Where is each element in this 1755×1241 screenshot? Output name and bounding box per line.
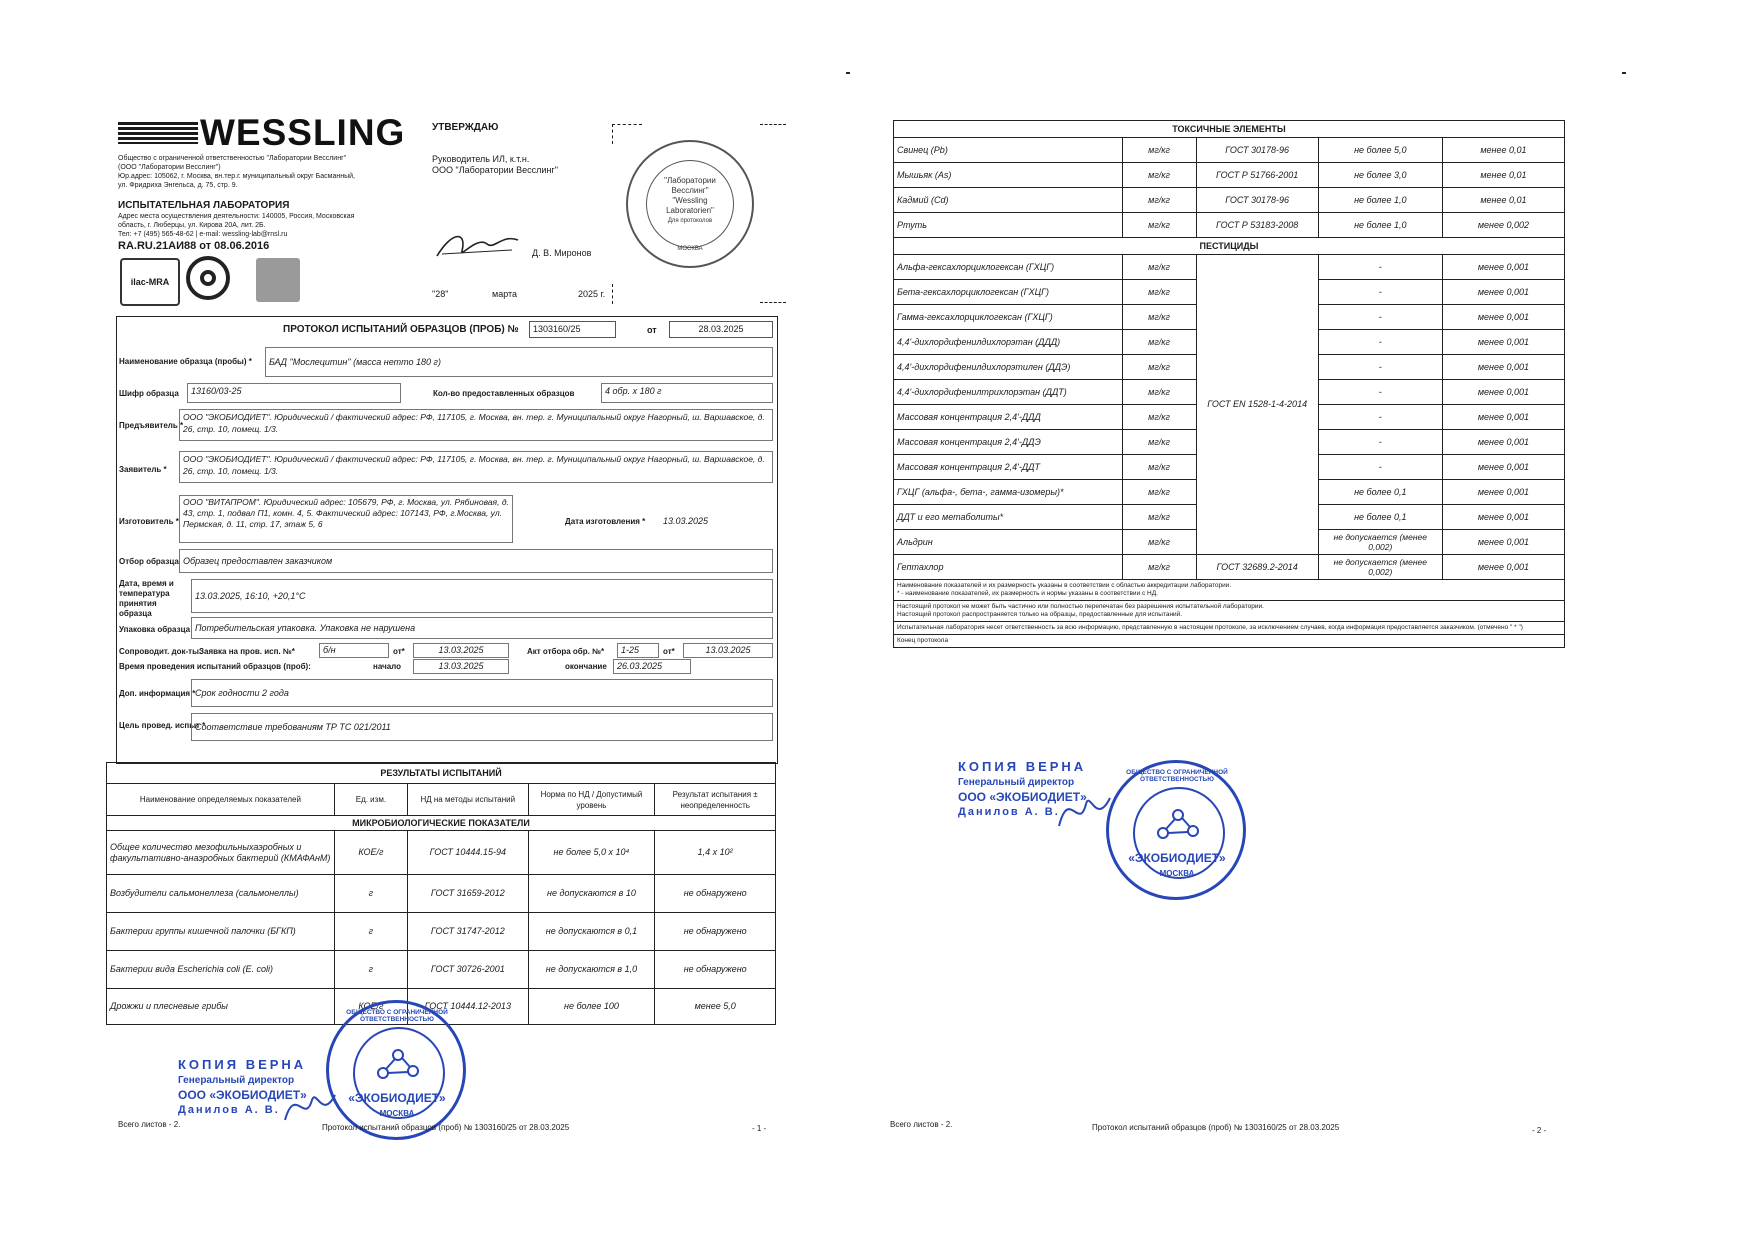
cell: менее 0,001 (1442, 455, 1564, 480)
cell: 4,4'-дихлордифенилтрихлорэтан (ДДТ) (894, 380, 1123, 405)
cell: менее 0,001 (1442, 355, 1564, 380)
cell: Альфа-гексахлорциклогексан (ГХЦГ) (894, 255, 1123, 280)
footer-page-number: - 2 - (1532, 1126, 1547, 1135)
approve-title: УТВЕРЖДАЮ (432, 122, 499, 133)
cell: - (1318, 330, 1442, 355)
lab-line: Адрес места осуществления деятельности: 140005, Россия, Московская (118, 213, 355, 220)
cell: менее 0,01 (1442, 138, 1564, 163)
maker-value: ООО "ВИТАПРОМ". Юридический адрес: 105679, РФ, г. Москва, ул. Рябиновая, д. 43, стр. 1, подвал П1, комн. 4, 5. Фактический адрес: 107143, РФ, г.Москва, ул. Пермская, д. 11, стр. 17, этаж 5, 6 (179, 495, 513, 543)
cell: мг/кг (1122, 355, 1196, 380)
molecule-icon (1153, 803, 1203, 845)
notes-cell (894, 601, 1565, 622)
cell: мг/кг (1122, 405, 1196, 430)
copy-position: Генеральный директор (958, 777, 1075, 788)
cell: КОЕ/г (334, 989, 407, 1025)
request-from-label: от* (393, 647, 405, 656)
cell: мг/кг (1122, 505, 1196, 530)
accept-label: Дата, время и температура принятия образца (119, 579, 174, 618)
cell: - (1318, 405, 1442, 430)
col-header: НД на методы испытаний (407, 784, 528, 816)
cell: - (1318, 355, 1442, 380)
cell: менее 0,001 (1442, 405, 1564, 430)
page-2 (880, 0, 1755, 1241)
presenter-value: ООО "ЭКОБИОДИЕТ". Юридический / фактический адрес: РФ, 117105, г. Москва, вн. тер. г. Муниципальный округ Нагорный, ш. Варшавское, д. 26, стр. 10, помещ. 1/3. (179, 409, 773, 441)
cell: Бактерии вида Escherichia coli (E. coli) (107, 951, 335, 989)
results-table (106, 762, 776, 1025)
table-row (894, 213, 1565, 238)
table-row (107, 875, 776, 913)
copy-company: ООО «ЭКОБИОДИЕТ» (958, 790, 1087, 804)
note: Наименование показателей и их размерность указаны в соответствии с областью аккредитации лаборатории. (897, 582, 1232, 589)
cell: Кадмий (Cd) (894, 188, 1123, 213)
cell: менее 0,001 (1442, 480, 1564, 505)
sampling-label: Отбор образца (119, 557, 179, 566)
cell: менее 0,001 (1442, 430, 1564, 455)
table-row (894, 138, 1565, 163)
qty-value: 4 обр. х 180 г (601, 383, 773, 403)
copy-true-label: КОПИЯ ВЕРНА (958, 759, 1087, 774)
cell: Массовая концентрация 2,4'-ДДД (894, 405, 1123, 430)
made-date-value: 13.03.2025 (663, 516, 709, 526)
stamp-line: "Wessling (672, 196, 708, 205)
company-info (118, 154, 418, 190)
goal-label: Цель провед. испыт * (119, 721, 206, 730)
cell: - (1318, 455, 1442, 480)
cell: ДДТ и его метаболиты* (894, 505, 1123, 530)
accreditation-a-inner (200, 270, 216, 286)
lab-info (118, 212, 418, 239)
cell: Ртуть (894, 213, 1123, 238)
cell: не более 1,0 (1318, 188, 1442, 213)
end-label: окончание (565, 662, 607, 671)
crop-mark (760, 302, 786, 303)
cell: мг/кг (1122, 480, 1196, 505)
ilac-mra-icon: ilac-MRA (120, 258, 180, 306)
approve-month: марта (492, 289, 518, 299)
protocol-form (116, 316, 778, 764)
cell: г (334, 951, 407, 989)
cell: Мышьяк (As) (894, 163, 1123, 188)
cell: Возбудители сальмонеллеза (сальмонеллы) (107, 875, 335, 913)
cell: - (1318, 430, 1442, 455)
stamp-city: МОСКВА (379, 1109, 415, 1118)
note: * - наименование показателей, их размерность и нормы указаны в соответствии с НД. (897, 590, 1158, 597)
ecobiodiet-stamp (1106, 760, 1246, 900)
cell: мг/кг (1122, 138, 1196, 163)
act-label: Акт отбора обр. №* (527, 647, 605, 656)
protocol-number: 1303160/25 (529, 321, 616, 338)
note: Настоящий протокол распространяется только на образцы, предоставленные для испытаний. (897, 611, 1183, 618)
stamp-ring-text: ОБЩЕСТВО С ОГРАНИЧЕННОЙ ОТВЕТСТВЕННОСТЬЮ (346, 1009, 448, 1023)
cell: ГОСТ 10444.12-2013 (407, 989, 528, 1025)
sample-name-value: БАД "Мослецитин" (масса нетто 180 г) (265, 347, 773, 377)
cell: КОЕ/г (334, 831, 407, 875)
applicant-value: ООО "ЭКОБИОДИЕТ". Юридический / фактический адрес: РФ, 117105, г. Москва, вн. тер. г. Муниципальный округ Нагорный, ш. Варшавское, д. 26, стр. 10, помещ. 1/3. (179, 451, 773, 483)
cell: мг/кг (1122, 430, 1196, 455)
act-number: 1-25 (617, 643, 659, 658)
cell: не более 5,0 (1318, 138, 1442, 163)
cell: менее 0,001 (1442, 505, 1564, 530)
lab-line: область, г. Люберцы, ул. Кирова 20А, лит. 2Б. (118, 222, 266, 229)
footer-page-number: - 1 - (752, 1124, 767, 1133)
cell: не более 100 (528, 989, 655, 1025)
accreditation-number: RA.RU.21АИ88 от 08.06.2016 (118, 240, 270, 252)
copy-position: Генеральный директор (178, 1075, 295, 1086)
request-number: б/н (319, 643, 389, 658)
cell: не допускается (менее 0,002) (1318, 530, 1442, 555)
table-row (894, 255, 1565, 280)
cell: менее 5,0 (655, 989, 776, 1025)
crop-mark (760, 124, 786, 125)
cell: Общее количество мезофильныхаэробных и факультативно-анаэробных бактерий (КМАФАнМ) (107, 831, 335, 875)
cell: не более 0,1 (1318, 480, 1442, 505)
lab-results-table (893, 120, 1565, 648)
approve-line: ООО "Лаборатории Весслинг" (432, 165, 558, 175)
cell: Альдрин (894, 530, 1123, 555)
cell: мг/кг (1122, 188, 1196, 213)
lab-line: Тел: +7 (495) 565-48-62 | e-mail: wessling-lab@rnsl.ru (118, 231, 288, 238)
cell: Бактерии группы кишечной палочки (БГКП) (107, 913, 335, 951)
approve-signer: Д. В. Миронов (532, 248, 592, 258)
qty-label: Кол-во предоставленных образцов (433, 389, 575, 398)
cell: ГОСТ 31659-2012 (407, 875, 528, 913)
cell: Гамма-гексахлорциклогексан (ГХЦГ) (894, 305, 1123, 330)
cell: мг/кг (1122, 380, 1196, 405)
approve-position (432, 154, 558, 176)
cell: менее 0,001 (1442, 555, 1564, 580)
cell: Массовая концентрация 2,4'-ДДЭ (894, 430, 1123, 455)
cell: мг/кг (1122, 280, 1196, 305)
cell: - (1318, 380, 1442, 405)
company-line: ул. Фридриха Энгельса, д. 75, стр. 9. (118, 182, 238, 189)
cell: не обнаружено (655, 875, 776, 913)
wessling-stamp (626, 140, 754, 268)
cell: менее 0,001 (1442, 280, 1564, 305)
table-row (894, 555, 1565, 580)
cell: не более 1,0 (1318, 213, 1442, 238)
docs-label: Сопроводит. док-ты: (119, 647, 202, 656)
cell: г (334, 875, 407, 913)
approve-day: "28" (432, 289, 449, 299)
footer-sheets: Всего листов - 2. (890, 1120, 953, 1129)
cell: менее 0,001 (1442, 530, 1564, 555)
crop-mark (612, 124, 613, 144)
request-label: Заявка на пров. исп. №* (199, 647, 295, 656)
stamp-line: Laboratorien" (666, 206, 714, 215)
goal-value: Соответствие требованиям ТР ТС 021/2011 (191, 713, 773, 741)
footer-sheets: Всего листов - 2. (118, 1120, 181, 1129)
applicant-label: Заявитель * (119, 465, 167, 474)
cell: 1,4 х 10² (655, 831, 776, 875)
cell: ГОСТ Р 53183-2008 (1196, 213, 1318, 238)
cell: Гептахлор (894, 555, 1123, 580)
company-line: Общество с ограниченной ответственностью "Лаборатории Весслинг" (118, 155, 347, 162)
stamp-company-name: «ЭКОБИОДИЕТ» (348, 1091, 446, 1105)
cell: ГХЦГ (альфа-, бета-, гамма-изомеры)* (894, 480, 1123, 505)
copy-true-label: КОПИЯ ВЕРНА (178, 1057, 307, 1072)
extra-info-value: Срок годности 2 года (191, 679, 773, 707)
col-header: Наименование определяемых показателей (107, 784, 335, 816)
protocol-date: 28.03.2025 (669, 321, 773, 338)
scan-mark (1622, 72, 1626, 74)
signature-icon (1054, 782, 1114, 838)
cell: ГОСТ Р 51766-2001 (1196, 163, 1318, 188)
section-header: ТОКСИЧНЫЕ ЭЛЕМЕНТЫ (894, 121, 1565, 138)
cell: - (1318, 280, 1442, 305)
cell: ГОСТ 30178-96 (1196, 188, 1318, 213)
request-date: 13.03.2025 (413, 643, 509, 658)
cell: мг/кг (1122, 530, 1196, 555)
results-title: РЕЗУЛЬТАТЫ ИСПЫТАНИЙ (107, 763, 776, 784)
crop-mark (612, 284, 613, 304)
cell: 4,4'-дихлордифенилдихлорэтилен (ДДЭ) (894, 355, 1123, 380)
act-from-label: от* (663, 647, 675, 656)
stamp-line: Весслинг" (671, 186, 709, 195)
note: Настоящий протокол не может быть частично или полностью перепечатан без разрешения испытательной лаборатории. (897, 603, 1264, 610)
footer-protocol: Протокол испытаний образцов (проб) № 1303160/25 от 28.03.2025 (322, 1123, 570, 1132)
cell: Дрожжи и плесневые грибы (107, 989, 335, 1025)
protocol-title: ПРОТОКОЛ ИСПЫТАНИЙ ОБРАЗЦОВ (ПРОБ) № (283, 324, 519, 335)
ecobiodiet-stamp (326, 1000, 466, 1140)
copy-company: ООО «ЭКОБИОДИЕТ» (178, 1088, 307, 1102)
note: Испытательная лаборатория несет ответственность за всю информацию, представленную в настоящем протоколе, за исключением случаев, когда информация предоставляется заказчиком. (отмечено " * ") (894, 622, 1565, 635)
approve-year: 2025 г. (578, 289, 606, 299)
cell: мг/кг (1122, 555, 1196, 580)
presenter-label: Предъявитель * (119, 421, 184, 430)
wessling-logo: WESSLING (200, 112, 406, 153)
col-header: Норма по НД / Допустимый уровень (528, 784, 655, 816)
cell: не допускаются в 1,0 (528, 951, 655, 989)
end-of-protocol: Конец протокола (894, 635, 1565, 648)
cell: менее 0,001 (1442, 305, 1564, 330)
section-header: ПЕСТИЦИДЫ (894, 238, 1565, 255)
cell: - (1318, 305, 1442, 330)
company-line: (ООО "Лаборатории Весслинг") (118, 164, 221, 171)
cell: менее 0,01 (1442, 188, 1564, 213)
scan-mark (846, 72, 850, 74)
sampling-value: Образец предоставлен заказчиком (179, 549, 773, 573)
table-row (107, 831, 776, 875)
cell: мг/кг (1122, 455, 1196, 480)
maker-label: Изготовитель * (119, 517, 179, 526)
cell: Массовая концентрация 2,4'-ДДТ (894, 455, 1123, 480)
table-row (894, 188, 1565, 213)
stamp-ring-text: ОБЩЕСТВО С ОГРАНИЧЕННОЙ ОТВЕТСТВЕННОСТЬЮ (1126, 769, 1228, 783)
cell: менее 0,01 (1442, 163, 1564, 188)
accept-value: 13.03.2025, 16:10, +20,1°С (191, 579, 773, 613)
shared-method-cell: ГОСТ EN 1528-1-4-2014 (1196, 255, 1318, 555)
wessling-logo-bars (118, 122, 198, 144)
director-signature-icon (432, 226, 522, 262)
col-header: Ед. изм. (334, 784, 407, 816)
cell: г (334, 913, 407, 951)
footer-protocol: Протокол испытаний образцов (проб) № 1303160/25 от 28.03.2025 (1092, 1123, 1340, 1132)
cell: менее 0,002 (1442, 213, 1564, 238)
cell: мг/кг (1122, 213, 1196, 238)
cell: не более 3,0 (1318, 163, 1442, 188)
cell: не более 5,0 х 10⁴ (528, 831, 655, 875)
section-header: МИКРОБИОЛОГИЧЕСКИЕ ПОКАЗАТЕЛИ (107, 816, 776, 831)
copy-signer: Данилов А. В. (958, 806, 1060, 818)
cell: мг/кг (1122, 305, 1196, 330)
cell: Свинец (Pb) (894, 138, 1123, 163)
cell: ГОСТ 31747-2012 (407, 913, 528, 951)
cell: не обнаружено (655, 913, 776, 951)
start-label: начало (373, 662, 402, 671)
act-date: 13.03.2025 (683, 643, 773, 658)
cell: Бета-гексахлорциклогексан (ГХЦГ) (894, 280, 1123, 305)
cell: менее 0,001 (1442, 380, 1564, 405)
extra-info-label: Доп. информация * (119, 689, 196, 698)
notes-cell (894, 580, 1565, 601)
col-header: Результат испытания ± неопределенность (655, 784, 776, 816)
cipher-label: Шифр образца (119, 389, 179, 398)
cell: не допускается (менее 0,002) (1318, 555, 1442, 580)
start-date: 13.03.2025 (413, 659, 509, 674)
stamp-city: МОСКВА (677, 246, 703, 252)
cell: менее 0,001 (1442, 255, 1564, 280)
accreditation-a-icon (186, 256, 230, 300)
table-row (894, 163, 1565, 188)
period-label: Время проведения испытаний образцов (проб): (119, 662, 311, 671)
cell: не обнаружено (655, 951, 776, 989)
cell: ГОСТ 32689.2-2014 (1196, 555, 1318, 580)
stamp-line: "Лаборатории (664, 176, 716, 185)
company-line: Юр.адрес: 105062, г. Москва, вн.тер.г. муниципальный округ Басманный, (118, 173, 355, 180)
cell: мг/кг (1122, 163, 1196, 188)
cell: не допускаются в 10 (528, 875, 655, 913)
cell: не допускаются в 0,1 (528, 913, 655, 951)
stamp-city: МОСКВА (1159, 869, 1195, 878)
end-date: 26.03.2025 (613, 659, 691, 674)
quality-mark-icon (256, 258, 300, 302)
table-row (107, 913, 776, 951)
stamp-company-name: «ЭКОБИОДИЕТ» (1128, 851, 1226, 865)
sample-name-label: Наименование образца (пробы) * (119, 357, 252, 366)
cell: мг/кг (1122, 255, 1196, 280)
made-date-label: Дата изготовления * (565, 517, 646, 526)
protocol-from-label: от (647, 325, 657, 335)
molecule-icon (373, 1043, 423, 1085)
cell: менее 0,001 (1442, 330, 1564, 355)
cell: ГОСТ 30178-96 (1196, 138, 1318, 163)
pack-label: Упаковка образца (119, 625, 191, 634)
cell: ГОСТ 10444.15-94 (407, 831, 528, 875)
cell: 4,4'-дихлордифенилдихлорэтан (ДДД) (894, 330, 1123, 355)
cell: - (1318, 255, 1442, 280)
pack-value: Потребительская упаковка. Упаковка не нарушена (191, 617, 773, 639)
table-row (107, 951, 776, 989)
copy-signer: Данилов А. В. (178, 1104, 280, 1116)
stamp-line: Для протоколов (667, 218, 713, 224)
cell: мг/кг (1122, 330, 1196, 355)
crop-mark (612, 124, 642, 125)
wessling-stamp-text (628, 176, 752, 226)
cell: ГОСТ 30726-2001 (407, 951, 528, 989)
cipher-value: 13160/03-25 (187, 383, 401, 403)
cell: не более 0,1 (1318, 505, 1442, 530)
lab-title: ИСПЫТАТЕЛЬНАЯ ЛАБОРАТОРИЯ (118, 200, 290, 211)
approve-line: Руководитель ИЛ, к.т.н. (432, 154, 530, 164)
